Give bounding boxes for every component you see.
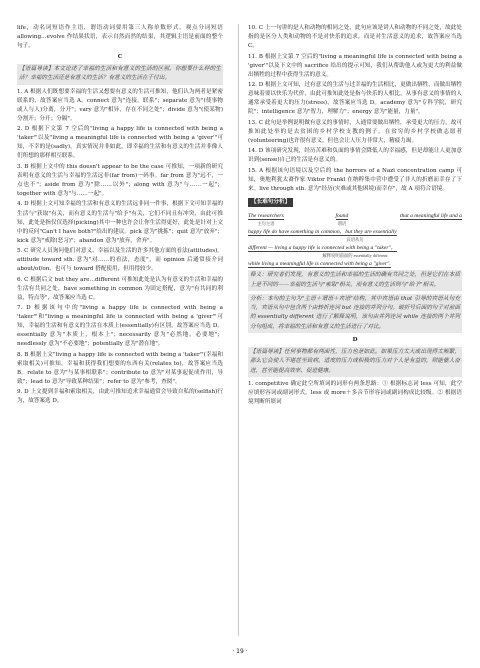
sentence-part: that a meaningful life and a	[399, 213, 462, 220]
right-column	[248, 24, 462, 408]
answer-item: 12. D 根据上文可知，过有意义的生活与过幸福的生活相比，更做出牺牲，而做出牺牲意味着要以快乐为代价，由此可推知此处是指与快乐的人相比，从事有意义的事情的人通常承受着更大的压力(stress)，故答案应当选 D。academy 意为"专科学院，研究院"；intelligence 意为"智力，理解力"；energy 意为"能量，力量"。	[248, 82, 462, 116]
section-d-heading: D	[352, 336, 358, 343]
answer-item: 7. D 根据该句中的"living a happy life is connected with being a 'taker'"和"living a meaningful life is connected with being a 'giver'"可知，幸福的生活和有意义的生活在本质上(essentially)有区别，故答案应当选 D。essentially 意为"本质上，根本上"；necessarily 意为"必然地，必要地"；needlessly 意为"不必要地"；potentially 意为"潜在地"。	[17, 305, 223, 348]
answer-item: 1. competitive 确定此空所填词的词形有两条思路：① 根据标志词 less 可知，此空应填形容词或副词形式，less 或 more＋多音节形容词或副词构成比较级。② 根据语境判断所填词	[248, 380, 462, 405]
reading-guide-c: 【语篇导读】本文论述了幸福的生活和有意义的生活的区别。你想要什么样的生活？幸福的生活还是有意义的生活？有意义的生活在于付出。	[17, 64, 223, 85]
answer-item: 5. C 研究人员询问他们对意义、幸福以及生活的许多其他方面的看法(attitudes)。attitude toward sth. 意为"对……的看法，态度"，而 opinion 后通常接介词 about/of/on，也可与 toward 搭配使用，但用得较少。	[17, 248, 223, 273]
answer-item: 2. D 根据下文第 7 空后的"living a happy life is connected with being a 'taker'"以及"living a meaningful life is connected with being a 'giver'"可知，不幸的是(sadly)，真实情况并非如此，即幸福的生活和有意义的生活并非像人们所想的那样相互联系。	[17, 126, 223, 160]
answer-item: 15. A 根据该句语境以及空后的 the horrors of a Nazi concentration camp 可知，奥地利犹太裔作家 Viktor Frankl 在纳粹集中营中遭受了非人的折磨而幸存了下来。live through sth. 意为"经历(灾难或其他困境)而幸存"，故 A 项符合语境。	[248, 167, 462, 192]
answer-item: 3. B 根据上文中的 this doesn't appear to be the case 可推知，一项新的研究表明有意义的生活与幸福的生活远非(far from)一码事。far from 意为"远不，一点也不"；aside from 意为"除……以外"；along with 意为"与……一起"；together with 意为"与……一起"。	[17, 163, 223, 198]
answer-item: 11. B 根据上文第 7 空后的"living a meaningful life is connected with being a 'giver'"以及下文中的 sacrifice 给出的提示可知，我们从帮助他人或为更大的利益做出牺牲的过程中获得生活的意义。	[248, 53, 462, 78]
sentence-part: The researchers 主句主语	[248, 213, 284, 227]
column-divider	[238, 24, 239, 636]
long-sentence-heading: 【长难句分析】	[248, 198, 293, 207]
answer-item: 10. C 上一句讲的是人和动物的相同之处，此句应该是讲人和动物的不同之处，故此处指的是区分人类和动物的不是对快乐的追求，而是对生活意义的追求，故答案应当选 C。	[248, 25, 462, 50]
answer-item: 4. D 根据上文可知幸福的生活和有意义的生活远非同一件事，根据下文可知幸福的生活与"获取"有关，而有意义的生活与"给予"有关，它们不同且有冲突，由此可推知，此处是指仅仅选择(picking)其中一种也许会让你生活得更好，此处是针对上文中的反问"Can't I have both?"给出的建议。pick 意为"挑拣"；quit 意为"放弃"；kick 意为"戒除(恶习)"；abandon 意为"放弃，舍弃"。	[17, 201, 223, 244]
sentence-line	[248, 212, 462, 228]
grammar-label: 主句主语	[257, 221, 275, 227]
grammar-label: 解释说明前面的 essentially different	[322, 253, 388, 259]
translation-block: 释义：研究者们发现，有意义的生活和幸福的生活的确有共同之处，但是它们在本质上是不同的——幸福的生活与"索取"相关，而有意义的生活则与"给予"相关。	[248, 270, 462, 291]
reading-guide-d: 【语篇导读】任何事物都有两面性，压力也是如此。如果压力太大或出现得太频繁，那么它会使人不堪甚至致病。适度的压力或积极的压力对个人是有益的，则能催人奋进，甚至能提高效率、促进健康。	[248, 347, 462, 377]
page-number: · 19 ·	[232, 648, 248, 655]
answer-item: 6. C 根据后文 but they are…different 可推知此处是认为有意义的生活和幸福的生活有共同之处，have something in common 为固定搭配，意为"有共同的利益，特点等"，故答案应当选 C。	[17, 276, 223, 301]
sentence-diagram	[248, 212, 462, 269]
answer-item: 13. C 此句是举例说明做有意义的事情时，人通常要做出牺牲，承受更大的压力，故可推知此处举的是去贫困的乡村学校支教的例子。在贫穷的乡村学校做志愿者(volunteering)也许很有意义，但也会让人压力非常大，精疲力竭。	[248, 119, 462, 144]
section-c-heading: C	[117, 54, 123, 61]
sentence-line: while living a meaningful life is connected with being a "giver".	[248, 261, 391, 268]
answer-item: 1. A 根据人们既想要幸福的生活又想要有意义的生活可推知，他们认为两者是紧密联系的，故答案应当选 A。connect 意为"连接，联系"；separate 意为"(使事物或人与人)分离，分开"；vary 意为"相异，存在不同之处"；divide 意为"(使某物)分割开；分开；分隔"。	[17, 88, 223, 122]
answer-item: 8. B 根据上文"living a happy life is connected with being a 'taker'"(幸福和索取相关)可推知，幸福和获得我们想要的东西有关(relates to)，故答案应当选 B。relate to 意为"与某事相联系"；contribute to 意为"对某事起促成作用，导致"；lead to 意为"导致某种结果"；refer to 意为"参考，查阅"。	[17, 351, 223, 385]
grammar-label: 谓语	[337, 221, 347, 227]
left-column	[17, 24, 223, 408]
sentence-line: different — living a happy life is connected with being a "taker"，	[248, 245, 397, 252]
analysis-block: 分析：本句的主句为"主语＋谓语＋宾语"结构，其中宾语由 that 引导的宾语从句充当，宾语从句中包含两个由转折连词 but 连接的并列分句。破折号后面的句子对前面的 essentially different 进行了解释说明，该句由并列连词 while 连接的两个并列分句组成，将幸福的生活和有意义的生活进行了对比。	[248, 294, 462, 333]
sentence-line: happy life do have something in common，but they are essentially	[248, 229, 397, 236]
intro-paragraph: life，动名词短语作主语，谓语动词要用第三人称单数形式。观点分词短语 allowing…evolve 作结果状语，表示自然而然的结果，其逻辑主语是前面的整个句子。	[17, 25, 223, 50]
answer-item: 9. D 上文提到幸福和索取相关，由此可推知追求幸福通常会导致自私的(selfish)行为，故答案选 D。	[17, 389, 223, 405]
grammar-label: 宾语从句	[346, 237, 364, 243]
sentence-part: found 谓语	[335, 213, 349, 227]
answer-item: 14. D 该项研究发现，经历苦难和负面的事情会降低人的幸福感，但是却能让人更加意识到(sense)自己的生活是有意义的。	[248, 148, 462, 164]
